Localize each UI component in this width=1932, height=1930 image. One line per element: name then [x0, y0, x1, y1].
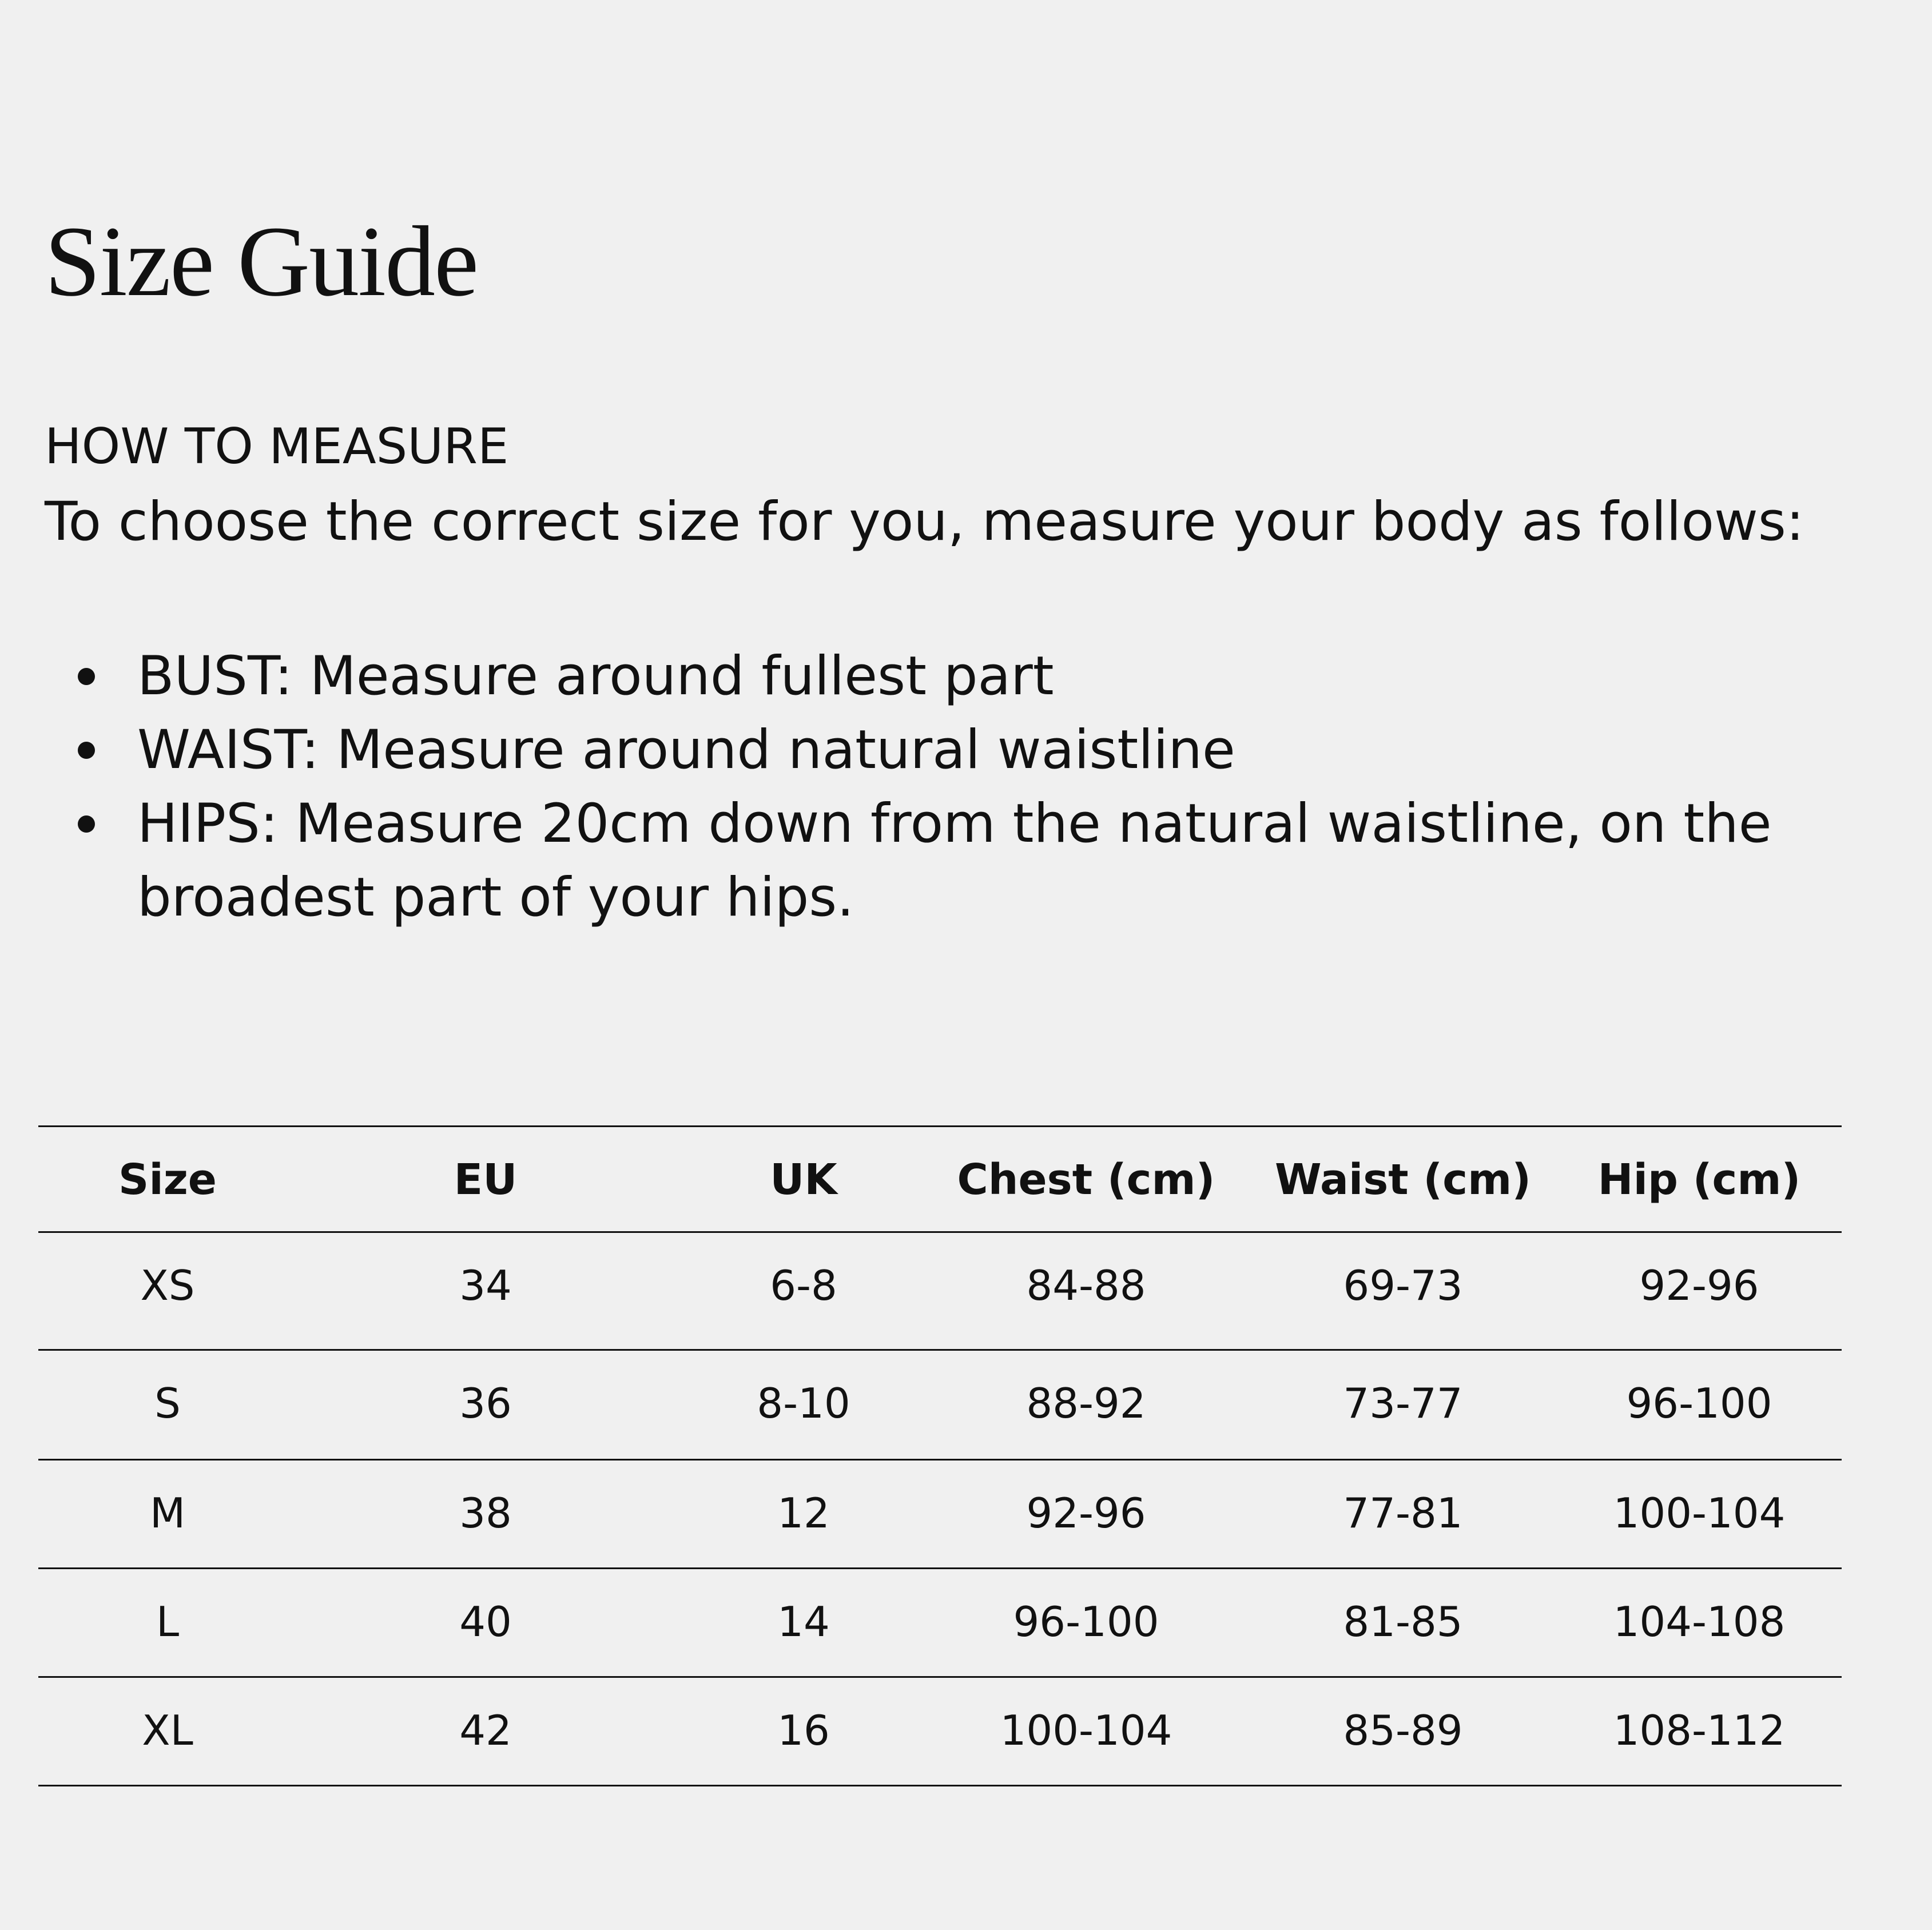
uk-cell: 14	[777, 1598, 830, 1646]
eu-cell: 36	[459, 1379, 512, 1427]
header-hip: Hip (cm)	[1597, 1155, 1801, 1204]
uk-cell: 16	[777, 1706, 830, 1754]
bullet-icon	[78, 668, 95, 685]
size-cell: XL	[142, 1706, 193, 1754]
size-cell: XS	[140, 1262, 195, 1310]
hip-cell: 96-100	[1626, 1379, 1772, 1427]
table-row-xl	[38, 1676, 1842, 1785]
list-item	[137, 713, 1853, 787]
header-waist: Waist (cm)	[1274, 1155, 1532, 1204]
table-header-row	[38, 1125, 1842, 1234]
hip-cell: 92-96	[1639, 1262, 1759, 1310]
chest-cell: 100-104	[1000, 1706, 1172, 1754]
waist-instruction: WAIST: Measure around natural waistline	[137, 719, 1235, 781]
table-row-l	[38, 1567, 1842, 1676]
header-eu: EU	[454, 1155, 518, 1204]
size-cell: M	[149, 1489, 186, 1537]
eu-cell: 38	[459, 1489, 512, 1537]
waist-cell: 73-77	[1343, 1379, 1463, 1427]
header-chest: Chest (cm)	[957, 1155, 1215, 1204]
how-to-measure-heading: HOW TO MEASURE	[45, 418, 509, 475]
eu-cell: 40	[459, 1598, 512, 1646]
size-cell: L	[156, 1598, 180, 1646]
hips-instruction: HIPS: Measure 20cm down from the natural waistline, on the broadest part of your hips.	[137, 793, 1772, 929]
waist-cell: 81-85	[1343, 1598, 1463, 1646]
measure-instructions-list	[137, 639, 1853, 934]
hip-cell: 104-108	[1613, 1598, 1786, 1646]
list-item	[137, 639, 1853, 713]
chest-cell: 84-88	[1026, 1262, 1146, 1310]
waist-cell: 85-89	[1343, 1706, 1463, 1754]
waist-cell: 69-73	[1343, 1262, 1463, 1310]
chest-cell: 96-100	[1013, 1598, 1159, 1646]
chest-cell: 88-92	[1026, 1379, 1146, 1427]
waist-cell: 77-81	[1343, 1489, 1463, 1537]
uk-cell: 12	[777, 1489, 830, 1537]
header-uk: UK	[770, 1155, 837, 1204]
how-to-measure-intro: To choose the correct size for you, measure your body as follows:	[45, 491, 1804, 553]
page-title: Size Guide	[45, 206, 478, 317]
uk-cell: 8-10	[757, 1379, 850, 1427]
header-size: Size	[118, 1155, 217, 1204]
uk-cell: 6-8	[770, 1262, 837, 1310]
table-divider	[38, 1785, 1842, 1786]
bullet-icon	[78, 742, 95, 759]
table-row-s	[38, 1349, 1842, 1458]
list-item	[137, 787, 1853, 934]
eu-cell: 34	[459, 1262, 512, 1310]
bust-instruction: BUST: Measure around fullest part	[137, 645, 1054, 707]
chest-cell: 92-96	[1026, 1489, 1146, 1537]
hip-cell: 100-104	[1613, 1489, 1786, 1537]
table-row-m	[38, 1459, 1842, 1567]
bullet-icon	[78, 815, 95, 833]
eu-cell: 42	[459, 1706, 512, 1754]
hip-cell: 108-112	[1613, 1706, 1786, 1754]
table-row-xs	[38, 1231, 1842, 1340]
size-cell: S	[154, 1379, 181, 1427]
